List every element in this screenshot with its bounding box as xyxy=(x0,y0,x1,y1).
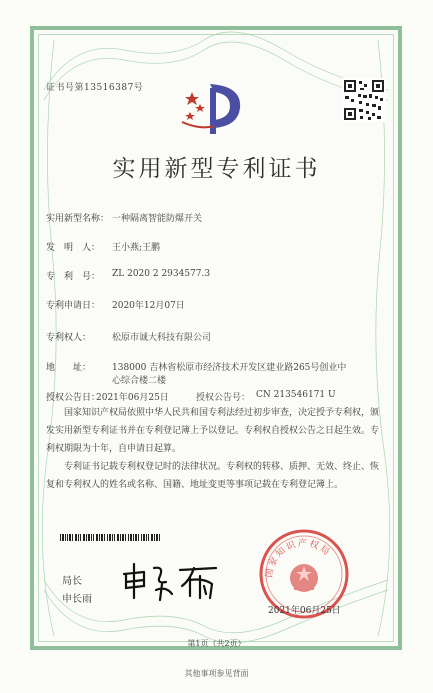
name-label: 实用新型名称： xyxy=(46,214,110,224)
signature-name: 申长雨 xyxy=(62,594,92,605)
patent-office-logo-icon xyxy=(180,78,250,138)
name-value: 一种隔离智能防爆开关 xyxy=(112,214,203,224)
filing-date-label: 专利申请日： xyxy=(46,301,101,311)
barcode-icon xyxy=(60,534,160,541)
handwritten-signature xyxy=(120,560,230,602)
patent-holder-value: 松原市诚大科技有限公司 xyxy=(112,333,212,343)
grant-date-label: 授权公告日： xyxy=(46,393,101,403)
address-value-line-1: 138000 吉林省松原市经济技术开发区建业路265号创业中 xyxy=(112,363,347,373)
seal-date: 2021年06月25日 xyxy=(268,606,341,616)
address-label: 地 址： xyxy=(46,363,92,373)
signature-title: 局长 xyxy=(62,576,82,587)
certificate-number: 证书号第13516387号 xyxy=(46,83,144,93)
grant-number-label: 授权公告号： xyxy=(196,393,251,403)
patent-holder-label: 专利权人： xyxy=(46,333,92,343)
inventor-label: 发 明 人： xyxy=(46,243,101,253)
page-number: 第1页（共2页） xyxy=(187,639,246,648)
grant-date-value: 2021年06月25日 xyxy=(96,393,169,403)
address-value-line-2: 心综合楼二楼 xyxy=(112,376,167,386)
patent-number-label: 专 利 号： xyxy=(46,272,101,282)
body-text xyxy=(46,404,386,494)
footer-note: 其他事项参见背面 xyxy=(184,669,249,678)
inventor-value: 王小燕;王鹏 xyxy=(112,243,161,253)
grant-number-value: CN 213546171 U xyxy=(256,390,336,400)
filing-date-value: 2020年12月07日 xyxy=(112,301,185,311)
body-paragraph-1: 国家知识产权局依照中华人民共和国专利法经过初步审查，决定授予专利权，颁发实用新型专利证书并在专利登记簿上予以登记。专利权自授权公告之日起生效。专利权期限为十年，自申请日起算。 xyxy=(46,408,380,454)
qr-code-icon xyxy=(342,78,386,122)
patent-number-value: ZL 2020 2 2934577.3 xyxy=(112,269,211,279)
body-paragraph-2: 专利证书记载专利权登记时的法律状况。专利权的转移、质押、无效、终止、恢复和专利权人的姓名或名称、国籍、地址变更等事项记载在专利登记簿上。 xyxy=(46,462,380,490)
seal-text: 国家知识产权局 xyxy=(264,538,333,579)
certificate-title: 实用新型专利证书 xyxy=(112,156,321,182)
